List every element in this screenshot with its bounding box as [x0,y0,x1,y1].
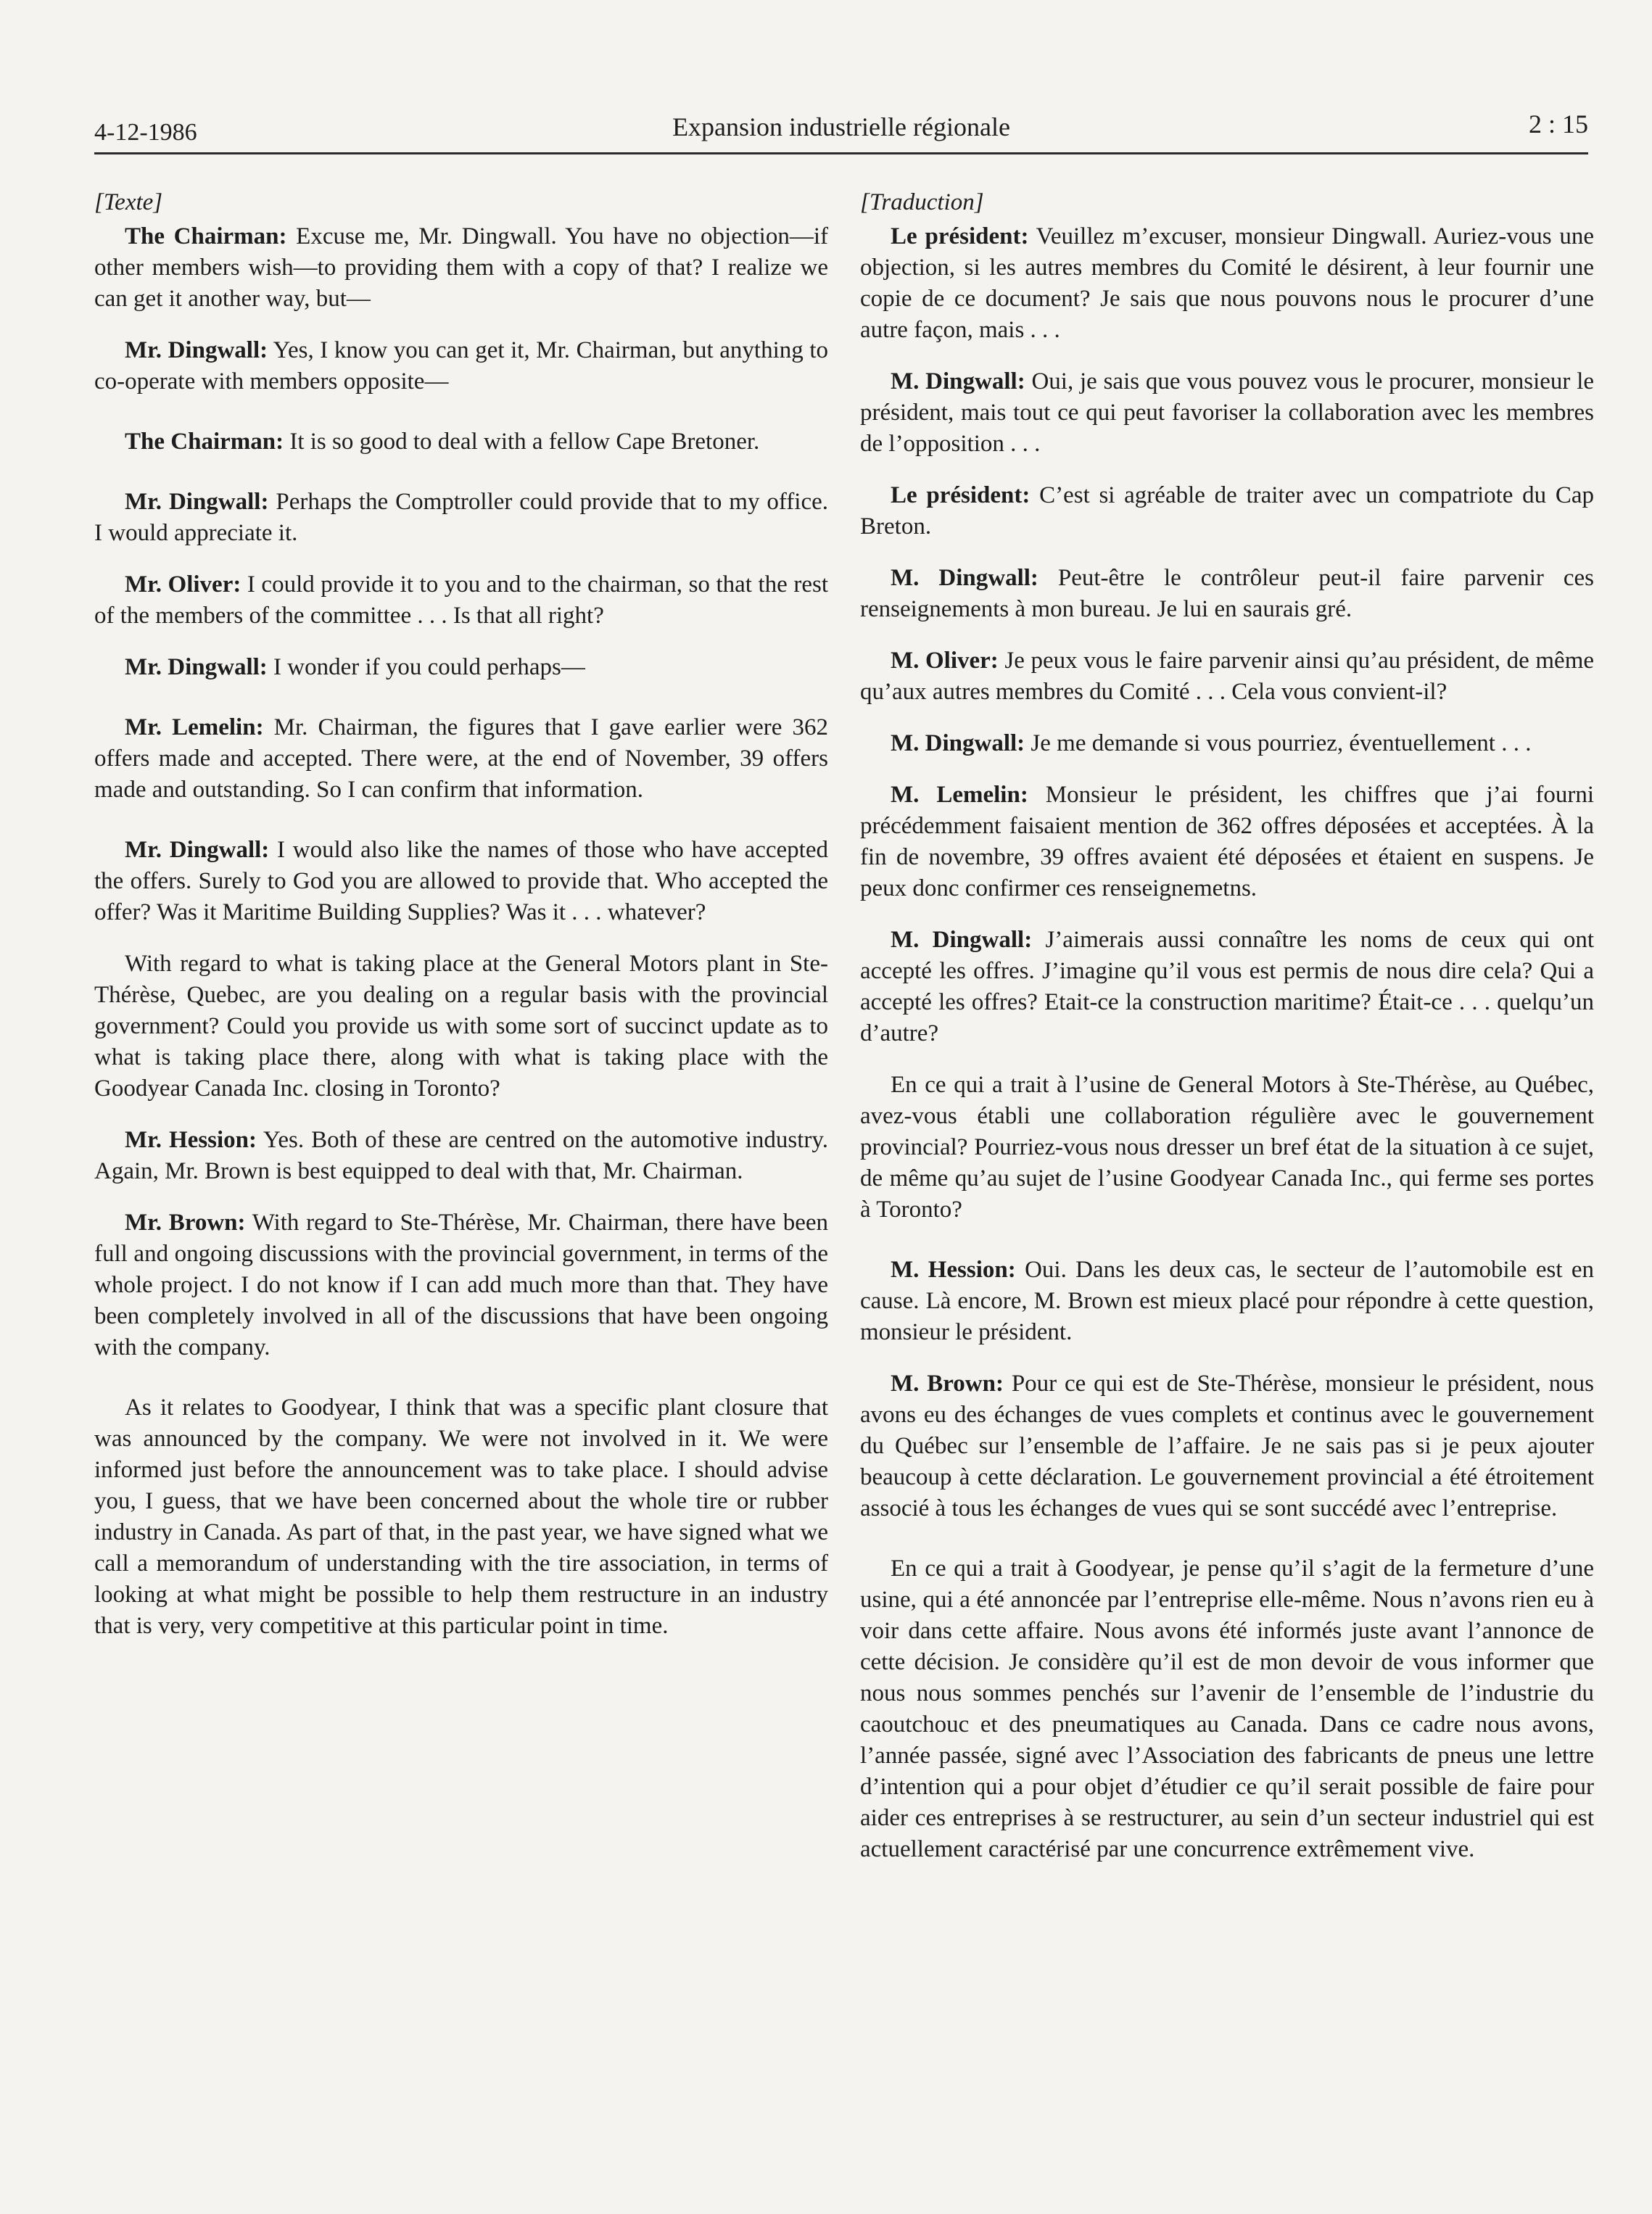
speech-text: Monsieur le président, les chiffres que j’ai fourni précédemment faisaient mention de 362 offres déposées et acceptées. À la fin de novembre, 39 offres avaient été déposées et étaient en suspens. Je peux donc confirmer ces renseignemetns. [860,782,1595,901]
speech-text: En ce qui a trait à Goodyear, je pense qu’il s’agit de la fermeture d’une usine, qui a été annoncée par l’entreprise elle-même. Nous n’avons rien eu à voir dans cette affaire. Nous avons été informés juste avant l’annonce de cette décision. Je considère qu’il est de mon devoir de vous informer que nous nous sommes penchés sur l’avenir de l’ensemble de l’industrie du caoutchouc et des pneumatiques au Canada. Dans ce cadre nous avons, l’année passée, signé avec l’Association des fabricants de pneus une lettre d’intention qui a pour objet d’étudier ce qu’il serait possible de faire pour aider ces entreprises à se restructurer, au sein d’un secteur industriel qui est actuellement caractérisé par une concurrence extrêmement vive. [860,1556,1594,1862]
transcript-paragraph [94,426,828,458]
speech-text: Veuillez m’excuser, monsieur Dingwall. Auriez-vous une objection, si les autres membres du Comité le désirent, à leur fournir une copie de ce document? Je sais que nous pouvons nous le procurer d’une autre façon, mais . . . [860,223,1594,343]
transcript-paragraph [860,925,1594,1049]
speaker-name: M. Hession: [891,1257,1016,1283]
transcript-paragraph [860,1070,1594,1226]
transcript-paragraph [860,480,1594,542]
speaker-name: Le président: [891,223,1029,249]
transcript-paragraph [94,569,828,632]
speaker-name: Mr. Dingwall: [125,654,268,680]
section-label: [Traduction] [860,189,984,215]
transcript-paragraph [94,949,828,1104]
speech-text: It is so good to deal with a fellow Cape Bretoner. [289,429,760,455]
speaker-name: Mr. Brown: [125,1210,246,1236]
speech-text: Yes. Both of these are centred on the automotive industry. Again, Mr. Brown is best equipped to deal with that, Mr. Chairman. [94,1127,828,1184]
speaker-name: Mr. Dingwall: [125,337,268,363]
transcript-paragraph [94,835,828,928]
transcript-paragraph [860,563,1594,625]
page-header [94,109,1588,154]
english-column [94,187,828,1662]
speech-text: Je me demande si vous pourriez, éventuellement . . . [1031,730,1532,756]
transcript-paragraph [860,645,1594,708]
speaker-name: Mr. Dingwall: [125,837,270,863]
speech-text: Mr. Chairman, the figures that I gave earlier were 362 offers made and accepted. There were, at the end of November, 39 offers made and outstanding. So I can confirm that information. [94,714,828,803]
transcript-paragraph [94,487,828,549]
speech-text: C’est si agréable de traiter avec un compatriote du Cap Breton. [860,482,1594,540]
speech-text: Peut-être le contrôleur peut-il faire parvenir ces renseignements à mon bureau. Je lui en saurais gré. [860,565,1594,622]
speech-text: Excuse me, Mr. Dingwall. You have no objection—if other members wish—to providing them with a copy of that? I realize we can get it another way, but— [94,223,828,312]
transcript-paragraph [860,221,1594,346]
transcript-paragraph [94,1125,828,1187]
speech-text: I could provide it to you and to the chairman, so that the rest of the members of the committee . . . Is that all right? [94,571,828,629]
transcript-paragraph [860,366,1594,460]
speech-text: En ce qui a trait à l’usine de General Motors à Ste-Thérèse, au Québec, avez-vous établi une collaboration régulière avec le gouvernement provincial? Pourriez-vous nous dresser un bref état de la situation à ce sujet, de même qu’au sujet de l’usine Goodyear Canada Inc., qui ferme ses portes à Toronto? [860,1072,1594,1223]
transcript-paragraph [860,1368,1594,1524]
speaker-name: M. Dingwall: [891,565,1038,591]
transcript-paragraph [860,1553,1594,1865]
speech-text: Oui. Dans les deux cas, le secteur de l’automobile est en cause. Là encore, M. Brown est mieux placé pour répondre à cette question, monsieur le président. [860,1257,1594,1345]
speech-text: Pour ce qui est de Ste-Thérèse, monsieur le président, nous avons eu des échanges de vues complets et continus avec le gouvernement du Québec sur l’ensemble de l’affaire. Je ne sais pas si je peux ajouter beaucoup à cette déclaration. Le gouvernement provincial a été étroitement associé à tous les échanges de vues qui se sont succédé avec l’entreprise. [860,1371,1595,1521]
transcript-paragraph [94,652,828,683]
speaker-name: Mr. Dingwall: [125,489,269,515]
speech-text: As it relates to Goodyear, I think that was a specific plant closure that was announced by the company. We were not involved in it. We were informed just before the announcement was to take place. I should advise you, I guess, that we have been concerned about the whole tire or rubber industry in Canada. As part of that, in the past year, we have signed what we call a memorandum of understanding with the tire association, in terms of looking at what might be possible to help them restructure in an industry that is very, very competitive at this particular point in time. [94,1395,828,1639]
speaker-name: M. Dingwall: [891,730,1025,756]
speech-text: With regard to what is taking place at the General Motors plant in Ste-Thérèse, Quebec, are you dealing on a regular basis with the provincial government? Could you provide us with some sort of succinct update as to what is taking place there, along with what is taking place with the Goodyear Canada Inc. closing in Toronto? [94,951,828,1102]
speech-text: Oui, je sais que vous pouvez vous le procurer, monsieur le président, mais tout ce qui peut favoriser la collaboration avec les membres de l’opposition . . . [860,368,1595,457]
section-label: [Texte] [94,189,163,215]
transcript-paragraph [860,728,1594,759]
speaker-name: Mr. Hession: [125,1127,257,1153]
transcript-paragraph [94,335,828,397]
speech-text: Perhaps the Comptroller could provide that to my office. I would appreciate it. [94,489,829,546]
speech-text: I would also like the names of those who have accepted the offers. Surely to God you are allowed to provide that. Who accepted the offer? Was it Maritime Building Supplies? Was it . . . whatever? [94,837,828,925]
transcript-paragraph [94,221,828,315]
speech-text: With regard to Ste-Thérèse, Mr. Chairman, there have been full and ongoing discussions with the provincial government, in terms of the whole project. I do not know if I can add much more than that. They have been completely involved in all of the discussions that have been ongoing with the company. [94,1210,829,1360]
transcript-paragraph [860,1255,1594,1348]
speaker-name: M. Oliver: [891,648,999,674]
french-column [860,187,1594,1885]
transcript-paragraph [94,712,828,806]
speaker-name: M. Brown: [891,1371,1004,1397]
transcript-paragraph [94,1392,828,1642]
transcript-paragraph [94,1207,828,1363]
speaker-name: M. Dingwall: [891,927,1033,953]
speaker-name: M. Dingwall: [891,368,1025,395]
header-page-number: 2 : 15 [1528,110,1588,139]
speaker-name: M. Lemelin: [891,782,1028,808]
speech-text: J’aimerais aussi connaître les noms de ceux qui ont accepté les offres. J’imagine qu’il vous est permis de nous dire cela? Qui a accepté les offres? Etait-ce la construction maritime? Était-ce . . . quelqu’un d’autre? [860,927,1594,1046]
speaker-name: Le président: [891,482,1031,508]
speaker-name: The Chairman: [125,429,284,455]
transcript-paragraph [860,780,1594,904]
speaker-name: Mr. Lemelin: [125,714,264,740]
speech-text: Yes, I know you can get it, Mr. Chairman, but anything to co-operate with members opposite— [94,337,829,395]
header-title: Expansion industrielle régionale [672,112,1010,141]
speech-text: I wonder if you could perhaps— [273,654,585,680]
header-date: 4-12-1986 [94,119,197,146]
speaker-name: The Chairman: [125,223,287,249]
speech-text: Je peux vous le faire parvenir ainsi qu’au président, de même qu’aux autres membres du Comité . . . Cela vous convient-il? [860,648,1595,705]
speaker-name: Mr. Oliver: [125,571,241,598]
